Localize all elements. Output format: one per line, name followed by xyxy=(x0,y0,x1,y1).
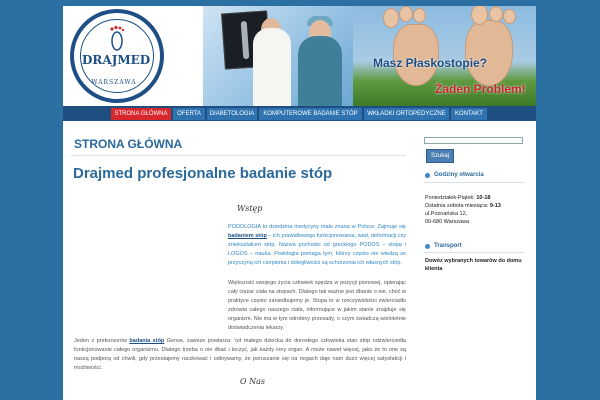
paragraph-posture: Większość swojego życia człowiek spędza w pozycji pionowej, opierając cały ciężar ciała na stopach. Dlatego tak ważne jest dbanie o nie, choć w praktyce często zaniedbujemy je. Stopa to w rzeczywistości zwierciadło zdrowia całego naszego ciała, informujące w jakim stanie znajduje się organizm. Nie ma w tym odrobiny przesady, o czym świadczą wieloletnie doświadczenia lekarzy. xyxy=(228,280,406,331)
nav-item-orthopedic-insoles[interactable]: WKŁADKI ORTOPEDYCZNE xyxy=(364,108,449,120)
nav-item-contact[interactable]: KONTAKT xyxy=(451,108,487,120)
transport-section-title: Transport xyxy=(425,243,462,249)
signature-intro: Wstęp xyxy=(237,204,263,213)
address-city: 00-680 Warszawa xyxy=(425,219,470,225)
banner-tagline: Masz Płaskostopie? xyxy=(373,56,488,70)
toe xyxy=(413,8,426,23)
logo-panel xyxy=(63,6,203,106)
logo-city: WARSZAWA xyxy=(91,79,137,86)
search-input[interactable] xyxy=(424,137,523,144)
header-banner xyxy=(63,6,536,106)
logo-name: DRAJMED xyxy=(82,53,151,67)
transport-text: Dowóz wybranych towarów do domu klienta xyxy=(425,258,522,272)
logo[interactable] xyxy=(70,9,164,103)
foot-exam-link[interactable]: badaniem stóp xyxy=(228,233,267,239)
title-divider xyxy=(71,155,406,156)
search-button[interactable]: Szukaj xyxy=(426,149,454,163)
main-nav xyxy=(63,106,536,121)
nav-item-offer[interactable]: OFERTA xyxy=(173,108,205,120)
hours-section-title: Godziny otwarcia xyxy=(425,172,484,178)
surgeon-figure xyxy=(298,36,342,106)
nav-item-diabetology[interactable]: DIABETOLOGIA xyxy=(207,108,257,120)
banner-tagline-secondary: Żaden Problem! xyxy=(435,82,526,96)
doctor-figure xyxy=(253,28,291,106)
toe xyxy=(489,6,503,22)
paragraph-gense: Jeden z prekursorów badania stóp Gense, zawsze powtarza: 'od małego dziecka do dorosłego człowieka stan stóp odzwierciedla funkcjonowanie całego organizmu. Dlatego trzeba o nie dbać i leczyć, jak każdy inny organ. A może nawet więcej, jako że to one są naszą podporą od chwili, gdy przestajemy raczkować i odkrywamy, że poruszanie się na nogach daje nam dużo więcej satysfakcji i możliwości. xyxy=(74,338,406,371)
sidebar-divider xyxy=(424,252,524,253)
page xyxy=(63,6,536,400)
foot-sole xyxy=(393,24,439,86)
hours-line: Ostatnia sobota miesiąca: 9-13 xyxy=(425,203,501,209)
foot-sole xyxy=(465,20,513,86)
sidebar-divider xyxy=(424,182,524,183)
bullet-icon xyxy=(425,173,430,178)
signature-about: O Nas xyxy=(240,377,265,386)
intro-paragraph: PODOLOGIA to dziedzina medycyny mało znana w Polsce. Zajmuje się badaniem stóp – ich prawidłowego funkcjonowania, wad, deformacji czy zniekształceń stóp. Nazwa pochodzi od greckiego PODOS – stopa i LOGOS – nauka. Podologia pomaga tym, którzy często nie wiedzą ze przyczyną ich cierpienia i dolegliwości są schorzenia ich własnych stóp. xyxy=(228,224,406,266)
nav-item-home[interactable]: STRONA GŁÓWNA xyxy=(111,108,171,120)
foot-exam-link-2[interactable]: badania stóp xyxy=(129,338,165,344)
bullet-icon xyxy=(425,244,430,249)
nav-item-foot-exam[interactable]: KOMPUTEROWE BADANIE STÓP xyxy=(259,108,362,120)
foot-icon xyxy=(108,25,126,51)
hours-line: Poniedziałek-Piątek: 10-18 xyxy=(425,195,491,201)
address-street: ul.Poznańska 12, xyxy=(425,211,468,217)
article-heading: Drajmed profesjonalne badanie stóp xyxy=(73,165,333,182)
page-title: STRONA GŁÓWNA xyxy=(74,137,183,151)
doctors-photo xyxy=(203,6,353,106)
content-area xyxy=(63,121,536,400)
toe xyxy=(503,9,516,24)
toe xyxy=(383,8,399,28)
toe xyxy=(399,6,413,22)
